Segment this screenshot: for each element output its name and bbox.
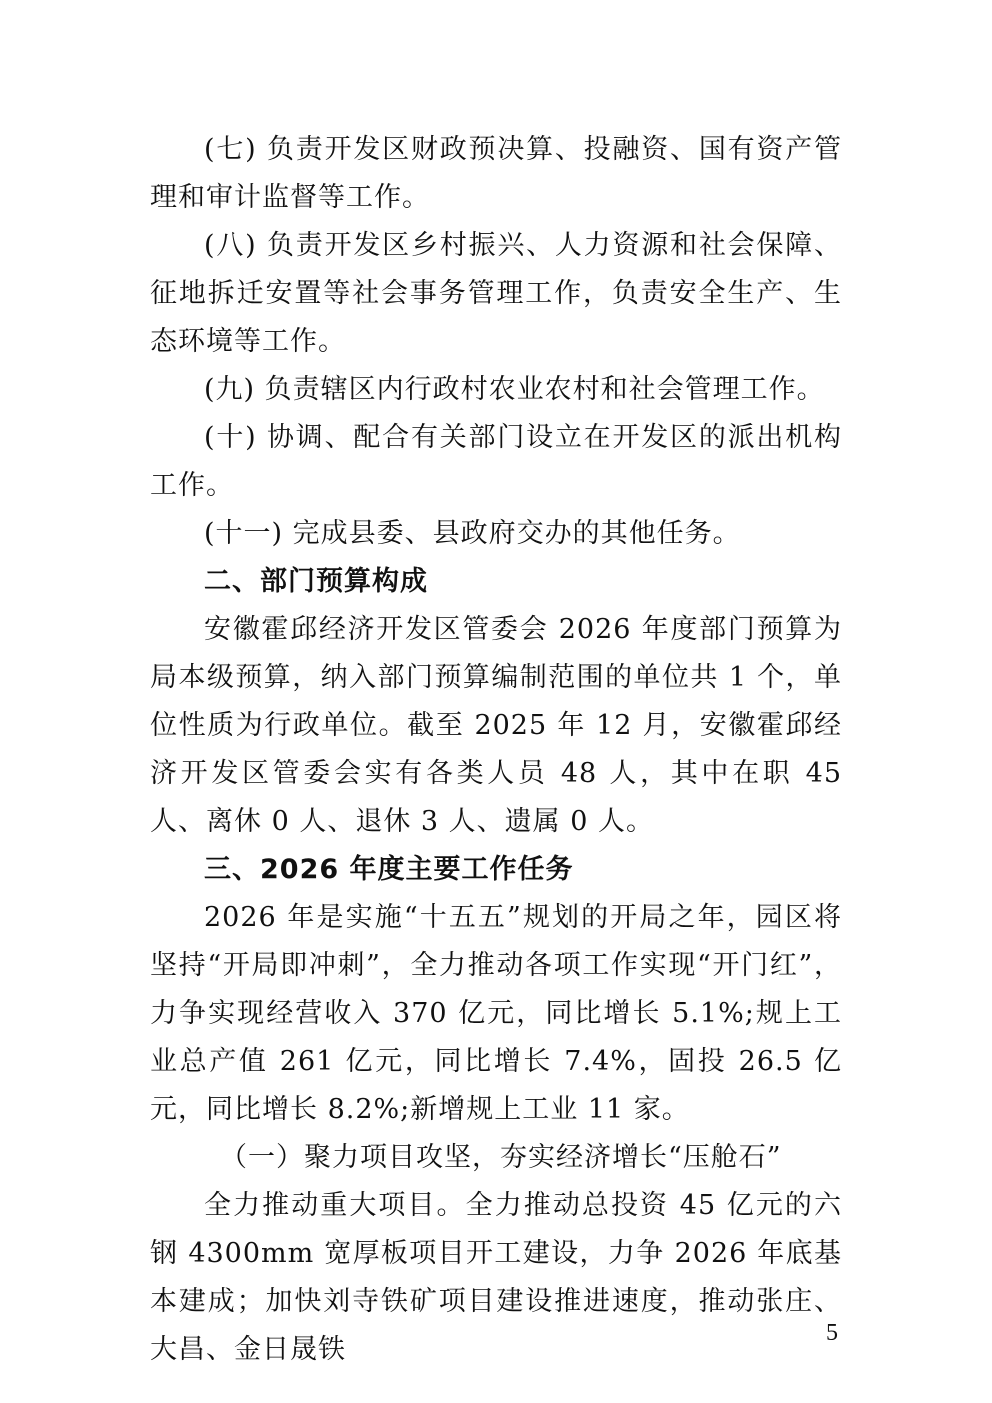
- paragraph-item-11: (十一) 完成县委、县政府交办的其他任务。: [204, 518, 741, 549]
- section-heading-budget-structure: 二、部门预算构成: [204, 566, 428, 597]
- page-number: 5: [826, 1320, 838, 1346]
- paragraph-budget-structure: 安徽霍邱经济开发区管委会 2026 年度部门预算为局本级预算，纳入部门预算编制范围的单位共 1 个，单位性质为行政单位。截至 2025 年 12 月，安徽霍邱经济开发区管委会实有各类人员 48 人，其中在职 45 人、离休 0 人、退休 3 人、遗属 0 人。: [150, 614, 842, 837]
- document-body: [150, 126, 842, 1374]
- section-heading-main-tasks: 三、2026 年度主要工作任务: [204, 854, 574, 885]
- paragraph-item-8: (八) 负责开发区乡村振兴、人力资源和社会保障、征地拆迁安置等社会事务管理工作，负责安全生产、生态环境等工作。: [150, 230, 842, 357]
- paragraph-main-tasks-summary: 2026 年是实施“十五五”规划的开局之年，园区将坚持“开局即冲刺”，全力推动各项工作实现“开门红”，力争实现经营收入 370 亿元，同比增长 5.1%;规上工业总产值 261 亿元，同比增长 7.4%，固投 26.5 亿元，同比增长 8.2%;新增规上工业 11 家。: [150, 902, 842, 1125]
- subsection-heading-project-focus: （一）聚力项目攻坚，夯实经济增长“压舱石”: [220, 1142, 782, 1173]
- paragraph-item-10: (十) 协调、配合有关部门设立在开发区的派出机构工作。: [150, 422, 842, 501]
- paragraph-item-7: (七) 负责开发区财政预决算、投融资、国有资产管理和审计监督等工作。: [150, 134, 842, 213]
- paragraph-major-projects: 全力推动重大项目。全力推动总投资 45 亿元的六钢 4300mm 宽厚板项目开工建设，力争 2026 年底基本建成；加快刘寺铁矿项目建设推进速度，推动张庄、大昌、金日晟铁: [150, 1190, 842, 1365]
- paragraph-item-9: (九) 负责辖区内行政村农业农村和社会管理工作。: [204, 374, 825, 405]
